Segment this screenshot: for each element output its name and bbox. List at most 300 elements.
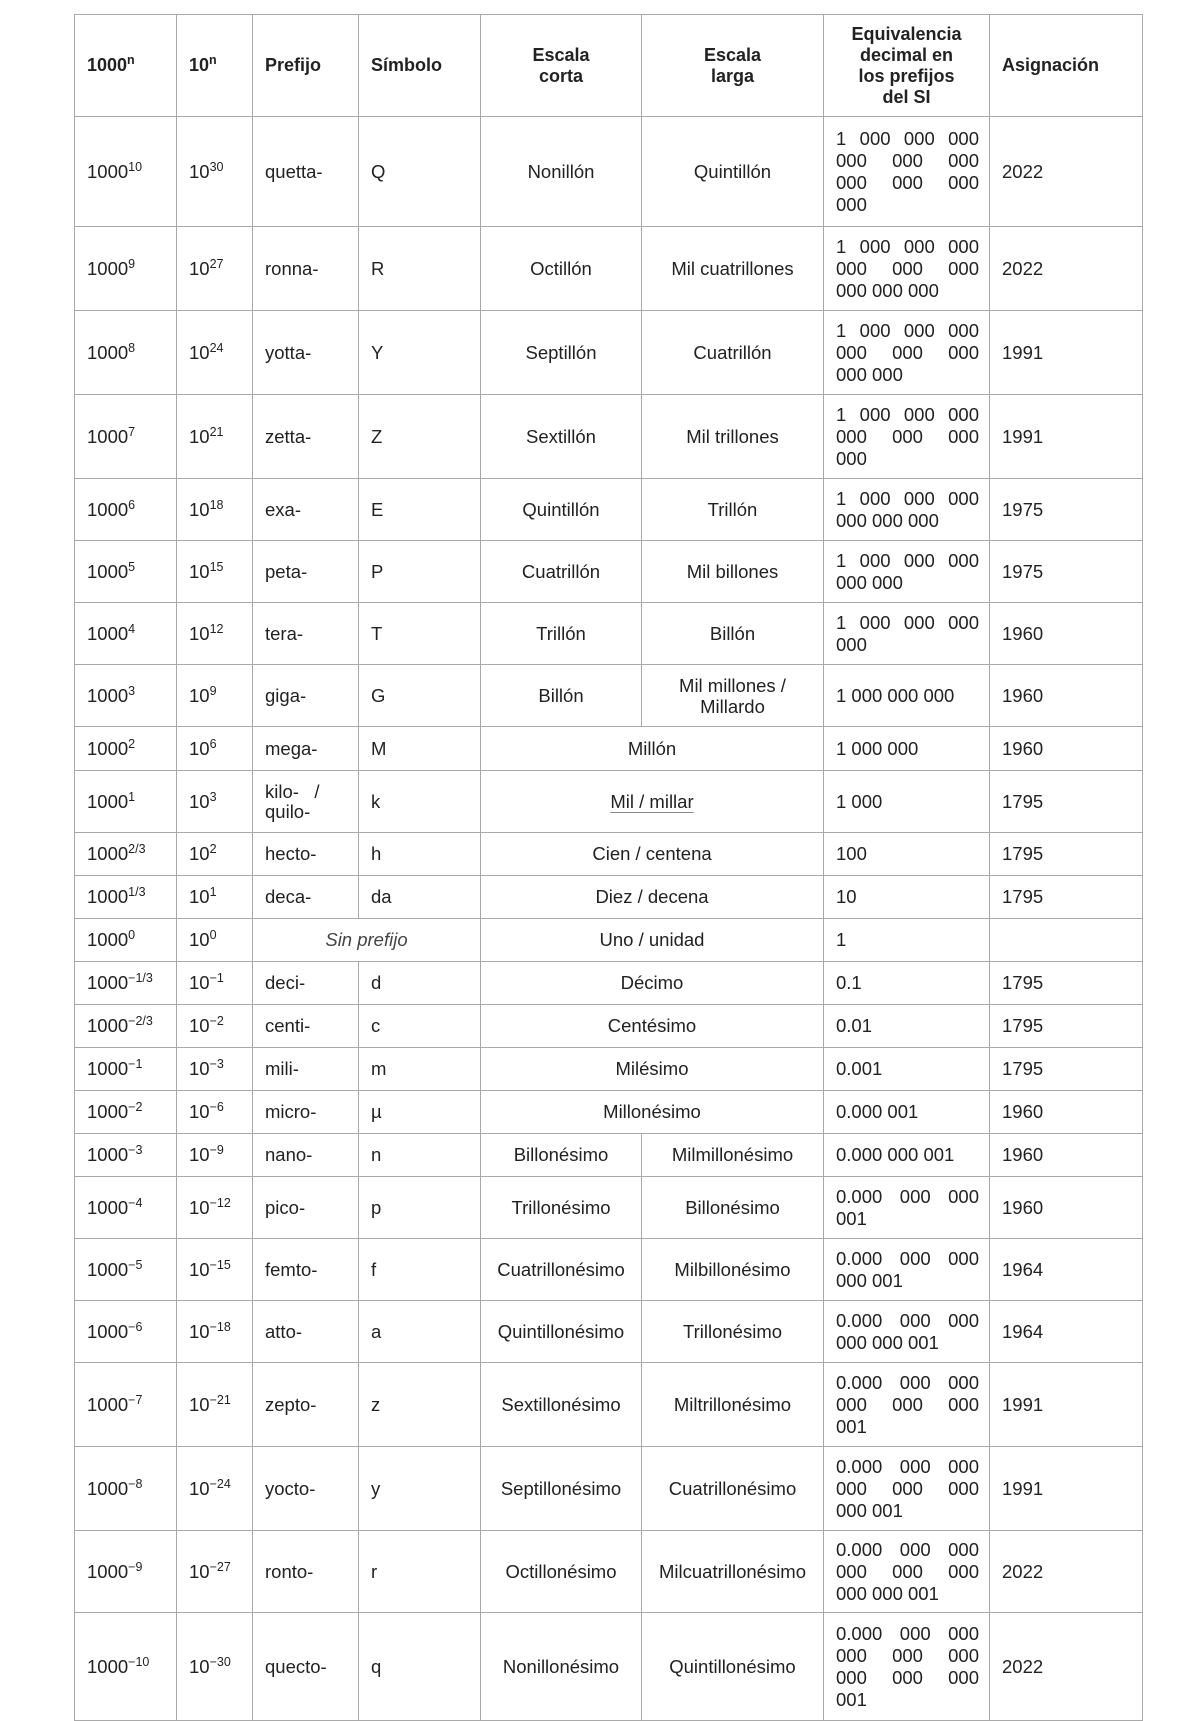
header-1000n: 1000$^n$ bbox=[75, 15, 177, 117]
table-row bbox=[75, 1091, 1143, 1134]
cell-power-1000: 1000$^3$ bbox=[75, 665, 177, 727]
cell-prefix: quecto- bbox=[253, 1613, 359, 1721]
cell-symbol: z bbox=[359, 1363, 481, 1447]
cell-power-10: $10^{-18}$ bbox=[177, 1301, 253, 1363]
decimal-line: 1 000 000 000 bbox=[836, 487, 979, 509]
cell-short-scale: Quintillón bbox=[481, 479, 642, 541]
decimal-line: 1 000 000 000 bbox=[836, 549, 979, 571]
decimal-line: 0.000 000 000 bbox=[836, 1247, 979, 1269]
exponent-10: −1 bbox=[209, 971, 224, 985]
exponent-10: −21 bbox=[209, 1392, 231, 1407]
exponent-1000: −5 bbox=[128, 1257, 143, 1272]
decimal-line: 0.01 bbox=[836, 1015, 873, 1036]
exponent-1000: 10 bbox=[128, 159, 143, 174]
decimal-line: 1 bbox=[836, 929, 847, 950]
cell-year: 1795 bbox=[990, 962, 1143, 1005]
cell-power-10: $10^{21}$ bbox=[177, 395, 253, 479]
table-row bbox=[75, 727, 1143, 771]
table-row bbox=[75, 603, 1143, 665]
cell-short-scale: Nonillón bbox=[481, 117, 642, 227]
cell-decimal-equivalence bbox=[824, 1091, 990, 1134]
decimal-line: 000 000 000 bbox=[836, 425, 979, 447]
cell-power-10: $10^0$ bbox=[177, 919, 253, 962]
cell-decimal-equivalence bbox=[824, 1301, 990, 1363]
cell-short-scale: Octillonésimo bbox=[481, 1531, 642, 1613]
cell-short-scale: Trillón bbox=[481, 603, 642, 665]
exponent-1000: −2 bbox=[128, 1100, 143, 1114]
cell-decimal-equivalence bbox=[824, 311, 990, 395]
table-row bbox=[75, 665, 1143, 727]
table-row bbox=[75, 395, 1143, 479]
exponent-1000: −4 bbox=[128, 1195, 143, 1210]
table-row bbox=[75, 479, 1143, 541]
cell-power-10: $10^9$ bbox=[177, 665, 253, 727]
decimal-line: 000 000 bbox=[836, 363, 903, 385]
cell-decimal-equivalence bbox=[824, 833, 990, 876]
cell-prefix: atto- bbox=[253, 1301, 359, 1363]
cell-power-1000: 1000$^4$ bbox=[75, 603, 177, 665]
table-row bbox=[75, 1531, 1143, 1613]
cell-power-10: $10^{-3}$ bbox=[177, 1048, 253, 1091]
cell-short-scale: Septillón bbox=[481, 311, 642, 395]
cell-scale-merged: Cien / centena bbox=[481, 833, 824, 876]
cell-symbol: a bbox=[359, 1301, 481, 1363]
cell-year: 1795 bbox=[990, 1005, 1143, 1048]
cell-power-10: $10^6$ bbox=[177, 727, 253, 771]
exponent-10: −2 bbox=[209, 1014, 224, 1028]
cell-short-scale: Trillonésimo bbox=[481, 1177, 642, 1239]
cell-scale-merged: Décimo bbox=[481, 962, 824, 1005]
decimal-line: 0.1 bbox=[836, 972, 862, 993]
exponent-10: 27 bbox=[209, 256, 224, 271]
cell-short-scale: Quintillonésimo bbox=[481, 1301, 642, 1363]
exponent-10: −18 bbox=[209, 1319, 231, 1334]
cell-scale-merged: Millón bbox=[481, 727, 824, 771]
cell-prefix: giga- bbox=[253, 665, 359, 727]
exponent-10: 18 bbox=[209, 497, 224, 512]
cell-prefix: deci- bbox=[253, 962, 359, 1005]
header-simbolo: Símbolo bbox=[359, 15, 481, 117]
decimal-line: 000 000 000 bbox=[836, 1393, 979, 1415]
cell-no-prefix: Sin prefijo bbox=[253, 919, 481, 962]
cell-long-scale: Quintillón bbox=[642, 117, 824, 227]
cell-power-1000: $1000^{-2/3}$ bbox=[75, 1005, 177, 1048]
cell-scale-merged: Centésimo bbox=[481, 1005, 824, 1048]
cell-long-scale: Billonésimo bbox=[642, 1177, 824, 1239]
decimal-line: 000 000 000 bbox=[836, 257, 979, 279]
cell-power-10: $10^3$ bbox=[177, 771, 253, 833]
cell-long-scale: Billón bbox=[642, 603, 824, 665]
decimal-line: 000 000 000 bbox=[836, 279, 939, 301]
cell-year: 1795 bbox=[990, 833, 1143, 876]
cell-year: 2022 bbox=[990, 117, 1143, 227]
cell-symbol: c bbox=[359, 1005, 481, 1048]
cell-decimal-equivalence bbox=[824, 117, 990, 227]
decimal-line: 10 bbox=[836, 886, 857, 907]
cell-symbol: E bbox=[359, 479, 481, 541]
exponent-1000: 1 bbox=[128, 789, 136, 804]
exponent-10: −6 bbox=[209, 1100, 224, 1114]
cell-decimal-equivalence bbox=[824, 727, 990, 771]
exponent-1000: −9 bbox=[128, 1559, 143, 1574]
decimal-line: 001 bbox=[836, 1688, 867, 1710]
decimal-line: 0.000 000 000 bbox=[836, 1455, 979, 1477]
table-row bbox=[75, 311, 1143, 395]
cell-power-1000: $1000^{-7}$ bbox=[75, 1363, 177, 1447]
header-prefijo: Prefijo bbox=[253, 15, 359, 117]
exponent-10: −30 bbox=[209, 1654, 231, 1669]
cell-long-scale: Milbillonésimo bbox=[642, 1239, 824, 1301]
cell-year: 1960 bbox=[990, 1091, 1143, 1134]
cell-symbol: r bbox=[359, 1531, 481, 1613]
cell-power-10: $10^{15}$ bbox=[177, 541, 253, 603]
decimal-line: 0.001 bbox=[836, 1058, 883, 1079]
cell-power-1000: 1000$^2$ bbox=[75, 727, 177, 771]
cell-power-10: $10^{-30}$ bbox=[177, 1613, 253, 1721]
cell-power-1000: $1000^{-6}$ bbox=[75, 1301, 177, 1363]
decimal-line: 000 001 bbox=[836, 1269, 903, 1291]
cell-prefix: femto- bbox=[253, 1239, 359, 1301]
cell-power-10: $10^{30}$ bbox=[177, 117, 253, 227]
table-row bbox=[75, 1239, 1143, 1301]
cell-power-1000: 1000$^0$ bbox=[75, 919, 177, 962]
cell-symbol: f bbox=[359, 1239, 481, 1301]
cell-decimal-equivalence bbox=[824, 876, 990, 919]
cell-power-1000: $1000^{-9}$ bbox=[75, 1531, 177, 1613]
cell-long-scale: Mil trillones bbox=[642, 395, 824, 479]
cell-decimal-equivalence bbox=[824, 1177, 990, 1239]
cell-prefix: yocto- bbox=[253, 1447, 359, 1531]
cell-power-1000: 1000$^6$ bbox=[75, 479, 177, 541]
cell-long-scale: Trillonésimo bbox=[642, 1301, 824, 1363]
exponent-10: −9 bbox=[209, 1143, 224, 1157]
cell-decimal-equivalence bbox=[824, 1239, 990, 1301]
exponent-10: −15 bbox=[209, 1257, 231, 1272]
cell-long-scale: Mil billones bbox=[642, 541, 824, 603]
cell-long-scale: Mil cuatrillones bbox=[642, 227, 824, 311]
cell-symbol: m bbox=[359, 1048, 481, 1091]
exponent-10: −27 bbox=[209, 1559, 231, 1574]
cell-power-1000: $1000^{-1/3}$ bbox=[75, 962, 177, 1005]
exponent-1000: −10 bbox=[128, 1654, 150, 1669]
cell-long-scale: Trillón bbox=[642, 479, 824, 541]
decimal-line: 1 000 000 000 bbox=[836, 319, 979, 341]
cell-decimal-equivalence bbox=[824, 1531, 990, 1613]
decimal-line: 0.000 000 000 bbox=[836, 1371, 979, 1393]
cell-power-10: $10^{-15}$ bbox=[177, 1239, 253, 1301]
cell-power-1000: $1000^{-1}$ bbox=[75, 1048, 177, 1091]
cell-power-1000: 1000$^7$ bbox=[75, 395, 177, 479]
cell-scale-merged: Millonésimo bbox=[481, 1091, 824, 1134]
cell-decimal-equivalence bbox=[824, 395, 990, 479]
decimal-line: 000 000 000 bbox=[836, 1666, 979, 1688]
cell-year: 1795 bbox=[990, 876, 1143, 919]
header-row bbox=[75, 15, 1143, 117]
cell-power-10: $10^{-27}$ bbox=[177, 1531, 253, 1613]
cell-power-1000: 1000$^5$ bbox=[75, 541, 177, 603]
exponent-1000: 1/3 bbox=[128, 885, 146, 899]
table-row bbox=[75, 876, 1143, 919]
cell-year: 1991 bbox=[990, 311, 1143, 395]
exponent-10: 6 bbox=[209, 736, 217, 751]
decimal-line: 0.000 000 000 bbox=[836, 1309, 979, 1331]
cell-symbol: G bbox=[359, 665, 481, 727]
cell-long-scale: Miltrillonésimo bbox=[642, 1363, 824, 1447]
cell-power-10: $10^{24}$ bbox=[177, 311, 253, 395]
cell-power-10: $10^{18}$ bbox=[177, 479, 253, 541]
table-row bbox=[75, 541, 1143, 603]
cell-power-1000: $1000^{-4}$ bbox=[75, 1177, 177, 1239]
cell-year: 1960 bbox=[990, 1177, 1143, 1239]
cell-power-1000: 1000$^{10}$ bbox=[75, 117, 177, 227]
cell-decimal-equivalence bbox=[824, 541, 990, 603]
cell-prefix: yotta- bbox=[253, 311, 359, 395]
table-row bbox=[75, 1613, 1143, 1721]
header-asignacion: Asignación bbox=[990, 15, 1143, 117]
cell-power-1000: $1000^{2/3}$ bbox=[75, 833, 177, 876]
exponent-1000: 9 bbox=[128, 256, 136, 271]
exponent-1000: −1 bbox=[128, 1057, 143, 1071]
exponent-1000: −8 bbox=[128, 1476, 143, 1491]
cell-symbol: µ bbox=[359, 1091, 481, 1134]
table-row bbox=[75, 771, 1143, 833]
cell-decimal-equivalence bbox=[824, 603, 990, 665]
decimal-line: 000 001 bbox=[836, 1499, 903, 1521]
cell-power-10: $10^{12}$ bbox=[177, 603, 253, 665]
cell-year: 1964 bbox=[990, 1239, 1143, 1301]
decimal-line: 0.000 000 000 bbox=[836, 1622, 979, 1644]
cell-power-10: $10^{-2}$ bbox=[177, 1005, 253, 1048]
cell-decimal-equivalence bbox=[824, 1613, 990, 1721]
decimal-line: 1 000 000 000 bbox=[836, 403, 979, 425]
cell-power-10: $10^{-21}$ bbox=[177, 1363, 253, 1447]
table-row bbox=[75, 1363, 1143, 1447]
exponent-10: 3 bbox=[209, 789, 217, 804]
decimal-line: 0.000 001 bbox=[836, 1101, 919, 1122]
cell-decimal-equivalence bbox=[824, 1005, 990, 1048]
decimal-line: 0.000 000 000 bbox=[836, 1185, 979, 1207]
cell-year: 1991 bbox=[990, 395, 1143, 479]
cell-prefix: zepto- bbox=[253, 1363, 359, 1447]
exponent-10: 1 bbox=[209, 885, 217, 899]
cell-long-scale: Mil millones / Millardo bbox=[642, 665, 824, 727]
cell-power-10: $10^1$ bbox=[177, 876, 253, 919]
exponent-10: 0 bbox=[209, 928, 217, 942]
cell-prefix: micro- bbox=[253, 1091, 359, 1134]
cell-short-scale: Billonésimo bbox=[481, 1134, 642, 1177]
cell-symbol: T bbox=[359, 603, 481, 665]
decimal-line: 000 000 000 bbox=[836, 1644, 979, 1666]
table-row bbox=[75, 919, 1143, 962]
cell-symbol: Q bbox=[359, 117, 481, 227]
decimal-line: 100 bbox=[836, 843, 867, 864]
decimal-line: 1 000 000 000 bbox=[836, 684, 955, 706]
exponent-1000: −2/3 bbox=[128, 1014, 153, 1028]
cell-prefix: hecto- bbox=[253, 833, 359, 876]
cell-short-scale: Nonillonésimo bbox=[481, 1613, 642, 1721]
decimal-line: 1 000 bbox=[836, 790, 883, 812]
decimal-line: 001 bbox=[836, 1415, 867, 1437]
exponent-1000: −3 bbox=[128, 1143, 143, 1157]
decimal-line: 1 000 000 000 bbox=[836, 611, 979, 633]
decimal-line: 0.000 000 000 bbox=[836, 1538, 979, 1560]
cell-year: 1960 bbox=[990, 603, 1143, 665]
cell-short-scale: Sextillonésimo bbox=[481, 1363, 642, 1447]
si-prefix-table bbox=[74, 14, 1143, 1721]
header-escala-larga: Escala larga bbox=[642, 15, 824, 117]
cell-power-1000: $1000^{1/3}$ bbox=[75, 876, 177, 919]
cell-power-10: $10^{-24}$ bbox=[177, 1447, 253, 1531]
cell-scale-merged: Diez / decena bbox=[481, 876, 824, 919]
decimal-line: 000 bbox=[836, 193, 867, 215]
cell-prefix: mega- bbox=[253, 727, 359, 771]
decimal-line: 000 000 bbox=[836, 571, 903, 593]
cell-prefix: exa- bbox=[253, 479, 359, 541]
cell-long-scale: Cuatrillón bbox=[642, 311, 824, 395]
decimal-line: 000 000 000 bbox=[836, 1477, 979, 1499]
cell-symbol: h bbox=[359, 833, 481, 876]
header-escala-corta: Escala corta bbox=[481, 15, 642, 117]
cell-prefix: mili- bbox=[253, 1048, 359, 1091]
cell-year: 1975 bbox=[990, 479, 1143, 541]
cell-long-scale: Milcuatrillonésimo bbox=[642, 1531, 824, 1613]
cell-year: 1795 bbox=[990, 1048, 1143, 1091]
cell-decimal-equivalence bbox=[824, 227, 990, 311]
table-row bbox=[75, 1005, 1143, 1048]
exponent-10: −24 bbox=[209, 1476, 231, 1491]
exponent-1000: 6 bbox=[128, 497, 136, 512]
cell-long-scale: Quintillonésimo bbox=[642, 1613, 824, 1721]
exponent-1000: −6 bbox=[128, 1319, 143, 1334]
cell-year: 2022 bbox=[990, 1531, 1143, 1613]
table-row bbox=[75, 227, 1143, 311]
cell-short-scale: Billón bbox=[481, 665, 642, 727]
decimal-line: 000 bbox=[836, 633, 867, 655]
cell-prefix: peta- bbox=[253, 541, 359, 603]
exponent-10: 9 bbox=[209, 683, 217, 698]
exponent-10: 21 bbox=[209, 424, 224, 439]
decimal-line: 000 000 000 bbox=[836, 149, 979, 171]
cell-power-10: $10^{-12}$ bbox=[177, 1177, 253, 1239]
cell-decimal-equivalence bbox=[824, 1134, 990, 1177]
cell-year: 1991 bbox=[990, 1363, 1143, 1447]
exponent-1000: 3 bbox=[128, 683, 136, 698]
decimal-line: 000 000 000 bbox=[836, 171, 979, 193]
cell-scale-merged: Milésimo bbox=[481, 1048, 824, 1091]
cell-symbol: Z bbox=[359, 395, 481, 479]
cell-symbol: y bbox=[359, 1447, 481, 1531]
cell-power-10: $10^{27}$ bbox=[177, 227, 253, 311]
exponent-1000: 2 bbox=[128, 736, 136, 751]
cell-decimal-equivalence bbox=[824, 771, 990, 833]
cell-symbol: k bbox=[359, 771, 481, 833]
cell-decimal-equivalence bbox=[824, 479, 990, 541]
exponent-10: 12 bbox=[209, 621, 224, 636]
cell-decimal-equivalence bbox=[824, 1447, 990, 1531]
cell-decimal-equivalence bbox=[824, 962, 990, 1005]
exponent-1000: 4 bbox=[128, 621, 136, 636]
exponent-10: 2 bbox=[209, 842, 217, 856]
decimal-line: 000 bbox=[836, 447, 867, 469]
table-row bbox=[75, 833, 1143, 876]
exponent-1000: −1/3 bbox=[128, 971, 153, 985]
cell-symbol: q bbox=[359, 1613, 481, 1721]
cell-year: 1975 bbox=[990, 541, 1143, 603]
cell-symbol: R bbox=[359, 227, 481, 311]
cell-power-1000: $1000^{-8}$ bbox=[75, 1447, 177, 1531]
cell-decimal-equivalence bbox=[824, 665, 990, 727]
decimal-line: 1 000 000 000 bbox=[836, 127, 979, 149]
table-row bbox=[75, 1301, 1143, 1363]
cell-decimal-equivalence bbox=[824, 919, 990, 962]
cell-prefix: ronto- bbox=[253, 1531, 359, 1613]
exponent-10: 30 bbox=[209, 159, 224, 174]
cell-symbol: p bbox=[359, 1177, 481, 1239]
exponent-1000: 5 bbox=[128, 559, 136, 574]
table-row bbox=[75, 117, 1143, 227]
cell-decimal-equivalence bbox=[824, 1048, 990, 1091]
cell-short-scale: Sextillón bbox=[481, 395, 642, 479]
cell-prefix: kilo- / quilo- bbox=[253, 771, 359, 833]
exponent-1000: 7 bbox=[128, 424, 136, 439]
cell-prefix: quetta- bbox=[253, 117, 359, 227]
table-row bbox=[75, 1048, 1143, 1091]
exponent-10: −3 bbox=[209, 1057, 224, 1071]
cell-prefix: centi- bbox=[253, 1005, 359, 1048]
cell-symbol: Y bbox=[359, 311, 481, 395]
cell-power-1000: $1000^{-3}$ bbox=[75, 1134, 177, 1177]
cell-short-scale: Septillonésimo bbox=[481, 1447, 642, 1531]
exponent-1000: 2/3 bbox=[128, 842, 146, 856]
exponent-10: 24 bbox=[209, 340, 224, 355]
cell-prefix: ronna- bbox=[253, 227, 359, 311]
cell-power-1000: 1000$^1$ bbox=[75, 771, 177, 833]
decimal-line: 000 000 001 bbox=[836, 1331, 939, 1353]
exponent-10: −12 bbox=[209, 1195, 231, 1210]
cell-prefix: pico- bbox=[253, 1177, 359, 1239]
cell-year: 2022 bbox=[990, 227, 1143, 311]
header-equivalencia: Equivalencia decimal en los prefijos del SI bbox=[824, 15, 990, 117]
cell-short-scale: Cuatrillón bbox=[481, 541, 642, 603]
cell-year: 1960 bbox=[990, 1134, 1143, 1177]
cell-year: 1964 bbox=[990, 1301, 1143, 1363]
cell-power-10: $10^{-9}$ bbox=[177, 1134, 253, 1177]
cell-power-1000: 1000$^9$ bbox=[75, 227, 177, 311]
cell-symbol: d bbox=[359, 962, 481, 1005]
decimal-line: 0.000 000 001 bbox=[836, 1144, 955, 1165]
cell-power-10: $10^{-6}$ bbox=[177, 1091, 253, 1134]
cell-power-1000: 1000$^8$ bbox=[75, 311, 177, 395]
cell-symbol: M bbox=[359, 727, 481, 771]
cell-short-scale: Cuatrillonésimo bbox=[481, 1239, 642, 1301]
decimal-line: 000 000 000 bbox=[836, 341, 979, 363]
decimal-line: 000 000 000 bbox=[836, 1560, 979, 1582]
table-row bbox=[75, 1177, 1143, 1239]
cell-scale-merged: Mil / millar bbox=[481, 771, 824, 833]
cell-long-scale: Cuatrillonésimo bbox=[642, 1447, 824, 1531]
cell-year: 1960 bbox=[990, 665, 1143, 727]
cell-symbol: da bbox=[359, 876, 481, 919]
cell-year: 2022 bbox=[990, 1613, 1143, 1721]
cell-prefix: deca- bbox=[253, 876, 359, 919]
cell-prefix: nano- bbox=[253, 1134, 359, 1177]
cell-long-scale: Milmillonésimo bbox=[642, 1134, 824, 1177]
header-10n: 10$^n$ bbox=[177, 15, 253, 117]
cell-power-10: $10^{-1}$ bbox=[177, 962, 253, 1005]
cell-year bbox=[990, 919, 1143, 962]
cell-power-1000: $1000^{-5}$ bbox=[75, 1239, 177, 1301]
cell-year: 1960 bbox=[990, 727, 1143, 771]
